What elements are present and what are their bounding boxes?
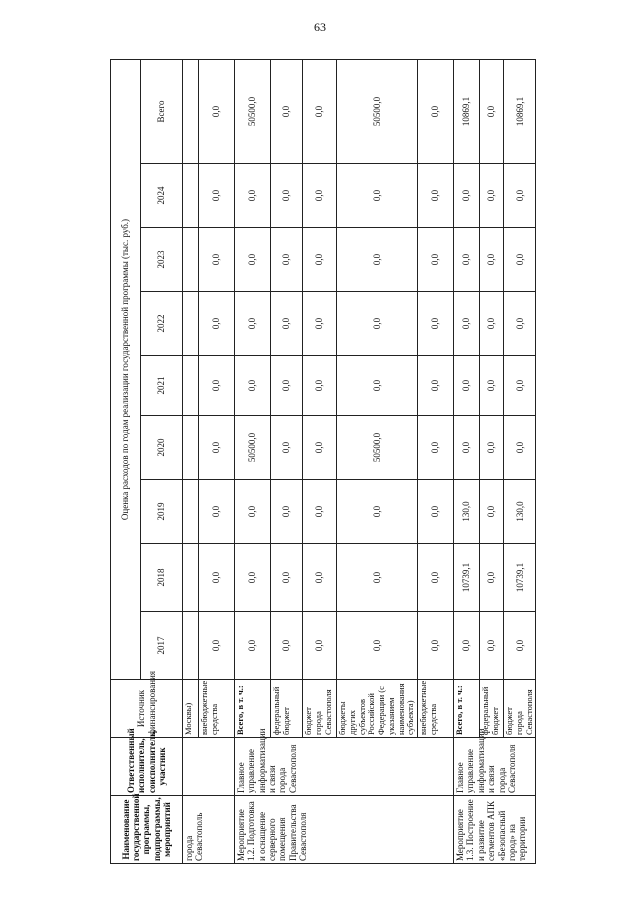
value-cell: 10869,1 <box>454 60 480 164</box>
responsible-cell <box>183 738 235 796</box>
value-cell: 0,0 <box>271 544 303 612</box>
value-cell: 0,0 <box>337 480 418 544</box>
header-year: 2022 <box>141 292 183 356</box>
value-cell: 50500,0 <box>235 60 271 164</box>
value-cell: 0,0 <box>303 416 337 480</box>
value-cell: 10869,1 <box>504 60 536 164</box>
value-cell: 0,0 <box>271 228 303 292</box>
rotated-table-container <box>110 60 534 864</box>
value-cell: 130,0 <box>454 480 480 544</box>
value-cell: 10739,1 <box>454 544 480 612</box>
value-cell: 0,0 <box>480 292 504 356</box>
value-cell: 0,0 <box>235 228 271 292</box>
source-cell: Всего, в т. ч.: <box>454 680 480 738</box>
header-name: Наименование государственной программы, подпрограммы, мероприятий <box>111 796 183 864</box>
header-year: 2024 <box>141 164 183 228</box>
source-cell: бюджеты других субъектов Российской Федерации (с указанием наименования субъекта) <box>337 680 418 738</box>
value-cell: 0,0 <box>504 612 536 680</box>
value-cell <box>183 612 199 680</box>
source-cell: федеральный бюджет <box>271 680 303 738</box>
value-cell: 0,0 <box>337 228 418 292</box>
header-source: Источник финансирования <box>111 680 183 738</box>
source-cell: внебюджетные средства <box>418 680 454 738</box>
value-cell: 0,0 <box>454 416 480 480</box>
value-cell: 0,0 <box>199 416 235 480</box>
table-header <box>111 60 183 864</box>
value-cell: 0,0 <box>199 544 235 612</box>
table-row <box>235 60 271 864</box>
value-cell: 50500,0 <box>337 60 418 164</box>
value-cell: 0,0 <box>235 480 271 544</box>
value-cell: 0,0 <box>303 164 337 228</box>
value-cell: 0,0 <box>418 480 454 544</box>
value-cell: 0,0 <box>418 164 454 228</box>
value-cell: 0,0 <box>418 416 454 480</box>
value-cell: 0,0 <box>303 612 337 680</box>
value-cell: 50500,0 <box>337 416 418 480</box>
header-year: 2023 <box>141 228 183 292</box>
source-cell: федеральный бюджет <box>480 680 504 738</box>
value-cell <box>183 356 199 416</box>
header-year: 2020 <box>141 416 183 480</box>
header-year: 2018 <box>141 544 183 612</box>
value-cell: 0,0 <box>418 612 454 680</box>
value-cell: 0,0 <box>303 292 337 356</box>
value-cell: 0,0 <box>271 292 303 356</box>
value-cell: 0,0 <box>303 356 337 416</box>
value-cell: 0,0 <box>480 164 504 228</box>
value-cell: 0,0 <box>235 544 271 612</box>
value-cell: 0,0 <box>480 228 504 292</box>
value-cell: 0,0 <box>271 416 303 480</box>
value-cell: 0,0 <box>337 612 418 680</box>
source-cell: Москвы) <box>183 680 199 738</box>
value-cell: 0,0 <box>418 60 454 164</box>
page-number: 63 <box>314 20 326 34</box>
value-cell: 0,0 <box>454 292 480 356</box>
value-cell: 0,0 <box>235 292 271 356</box>
value-cell: 0,0 <box>504 164 536 228</box>
header-year: 2019 <box>141 480 183 544</box>
source-cell: бюджет города Севастополя <box>504 680 536 738</box>
value-cell: 0,0 <box>271 164 303 228</box>
value-cell: 0,0 <box>271 60 303 164</box>
value-cell: 0,0 <box>199 612 235 680</box>
value-cell: 0,0 <box>480 356 504 416</box>
value-cell: 0,0 <box>337 544 418 612</box>
measure-name: города Севастополь <box>183 796 235 864</box>
value-cell: 0,0 <box>199 164 235 228</box>
budget-table <box>110 59 536 864</box>
value-cell: 0,0 <box>337 356 418 416</box>
header-year: 2021 <box>141 356 183 416</box>
measure-name: Мероприятие 1.3. Построение и развитие сегментов АПК «Безопасный город» на территории <box>454 796 536 864</box>
value-cell: 0,0 <box>199 480 235 544</box>
header-year: 2017 <box>141 612 183 680</box>
value-cell: 0,0 <box>235 356 271 416</box>
value-cell: 0,0 <box>504 292 536 356</box>
value-cell: 0,0 <box>454 164 480 228</box>
value-cell: 0,0 <box>235 164 271 228</box>
value-cell: 0,0 <box>199 292 235 356</box>
value-cell: 0,0 <box>337 164 418 228</box>
value-cell: 0,0 <box>454 228 480 292</box>
value-cell: 0,0 <box>235 612 271 680</box>
value-cell: 0,0 <box>418 292 454 356</box>
value-cell: 0,0 <box>480 544 504 612</box>
source-cell: бюджет города Севастополя <box>303 680 337 738</box>
value-cell: 0,0 <box>303 480 337 544</box>
source-cell: внебюджетные средства <box>199 680 235 738</box>
value-cell: 0,0 <box>271 480 303 544</box>
value-cell: 0,0 <box>504 228 536 292</box>
value-cell: 0,0 <box>303 544 337 612</box>
value-cell <box>183 292 199 356</box>
value-cell: 0,0 <box>303 228 337 292</box>
value-cell: 0,0 <box>480 416 504 480</box>
value-cell: 0,0 <box>337 292 418 356</box>
value-cell <box>183 544 199 612</box>
source-cell: Всего, в т. ч.: <box>235 680 271 738</box>
value-cell: 130,0 <box>504 480 536 544</box>
value-cell: 0,0 <box>199 356 235 416</box>
measure-name: Мероприятие 1.2. Подготовка и оснащение серверного помещения Правительства Севастополя <box>235 796 454 864</box>
responsible-cell: Главное управление информатизации и связи города Севастополя <box>454 738 536 796</box>
value-cell: 50500,0 <box>235 416 271 480</box>
value-cell: 0,0 <box>271 356 303 416</box>
table-row <box>183 60 199 864</box>
value-cell: 0,0 <box>480 480 504 544</box>
header-responsible: Ответственный исполнитель, соисполнитель, участник <box>111 738 183 796</box>
table-row <box>454 60 480 864</box>
header-total: Всего <box>141 60 183 164</box>
value-cell <box>183 164 199 228</box>
value-cell: 0,0 <box>199 60 235 164</box>
value-cell: 10739,1 <box>504 544 536 612</box>
value-cell: 0,0 <box>480 60 504 164</box>
value-cell <box>183 480 199 544</box>
table-body <box>183 60 536 864</box>
header-estimate-group: Оценка расходов по годам реализации государственной программы (тыс. руб.) <box>111 60 141 680</box>
value-cell: 0,0 <box>271 612 303 680</box>
value-cell <box>183 416 199 480</box>
value-cell: 0,0 <box>504 416 536 480</box>
value-cell: 0,0 <box>454 612 480 680</box>
value-cell <box>183 228 199 292</box>
value-cell: 0,0 <box>303 60 337 164</box>
value-cell: 0,0 <box>199 228 235 292</box>
responsible-cell: Главное управление информатизации и связи города Севастополя <box>235 738 454 796</box>
value-cell: 0,0 <box>418 544 454 612</box>
value-cell <box>183 60 199 164</box>
value-cell: 0,0 <box>454 356 480 416</box>
rotated-page-area <box>110 60 534 864</box>
value-cell: 0,0 <box>418 356 454 416</box>
value-cell: 0,0 <box>480 612 504 680</box>
value-cell: 0,0 <box>504 356 536 416</box>
value-cell: 0,0 <box>418 228 454 292</box>
